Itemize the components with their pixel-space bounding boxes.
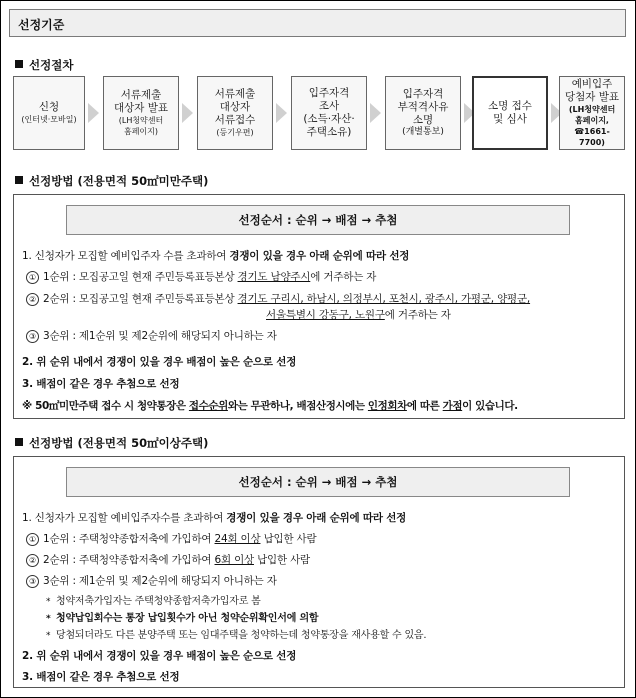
over50-rank3: ③ 3순위 : 제1순위 및 제2순위에 해당되지 아니하는 자 xyxy=(26,573,277,588)
over50-star3: * 당첨되더라도 다른 분양주택 또는 임대주택을 청약하는데 청약통장을 재사용할 수 있음. xyxy=(46,630,427,641)
under50-note: ※ 50㎡미만주택 접수 시 청약통장은 접수순위와는 무관하나, 배점산정시에는 인정회차에 따른 가점이 있습니다. xyxy=(22,400,518,412)
over50-item1: 1. 신청자가 모집할 예비입주자수를 초과하여 경쟁이 있을 경우 아래 순위에 따라 선정 xyxy=(22,512,407,524)
under50-item2: 2. 위 순위 내에서 경쟁이 있을 경우 배점이 높은 순으로 선정 xyxy=(22,356,297,368)
over50-star1: * 청약저축가입자는 주택청약종합저축가입자로 봄 xyxy=(46,596,261,607)
procedure-flow xyxy=(13,76,625,150)
over50-order: 선정순서 : 순위 → 배점 → 추첨 xyxy=(66,467,570,497)
square-bullet-icon xyxy=(15,438,23,446)
arrow-right-icon xyxy=(370,103,381,123)
step-apply: 신청 (인터넷·모바일) xyxy=(13,76,85,150)
under50-rank2: ② 2순위 : 모집공고일 현재 주민등록표등본상 경기도 구리시, 하남시, 의정부시, 포천시, 광주시, 가평군, 양평군, xyxy=(26,291,530,306)
over50-item3: 3. 배점이 같은 경우 추첨으로 선정 xyxy=(22,671,180,683)
arrow-right-icon xyxy=(276,103,287,123)
square-bullet-icon xyxy=(15,60,23,68)
step-doc-receive: 서류제출 대상자 서류접수 (등기우편) xyxy=(197,76,273,150)
under50-rank2-cont: 서울특별시 강동구, 노원구에 거주하는 자 xyxy=(266,309,451,321)
page-title: 선정기준 xyxy=(9,9,626,37)
over50-box xyxy=(13,456,625,688)
step-doc-announce: 서류제출 대상자 발표 (LH청약센터 홈페이지) xyxy=(103,76,179,150)
under50-box xyxy=(13,194,625,419)
arrow-right-icon xyxy=(88,103,99,123)
over50-heading: 선정방법 (전용면적 50㎡이상주택) xyxy=(15,435,208,451)
under50-order: 선정순서 : 순위 → 배점 → 추첨 xyxy=(66,205,570,235)
step-eligibility-check: 입주자격 조사 (소득·자산· 주택소유) xyxy=(291,76,367,150)
under50-rank3: ③ 3순위 : 제1순위 및 제2순위에 해당되지 아니하는 자 xyxy=(26,328,277,343)
square-bullet-icon xyxy=(15,176,23,184)
over50-star2: * 청약납입회수는 통장 납입횟수가 아닌 청약순위확인서에 의함 xyxy=(46,613,319,624)
under50-item1: 1. 신청자가 모집할 예비입주자 수를 초과하여 경쟁이 있을 경우 아래 순위에 따라 선정 xyxy=(22,250,410,262)
under50-item3: 3. 배점이 같은 경우 추첨으로 선정 xyxy=(22,378,180,390)
over50-item2: 2. 위 순위 내에서 경쟁이 있을 경우 배점이 높은 순으로 선정 xyxy=(22,650,297,662)
arrow-right-icon xyxy=(182,103,193,123)
under50-rank1: ① 1순위 : 모집공고일 현재 주민등록표등본상 경기도 남양주시에 거주하는 자 xyxy=(26,269,376,284)
step-winner-announce: 예비입주 당첨자 발표 (LH청약센터 홈페이지, ☎1661-7700) xyxy=(559,76,625,150)
step-review: 소명 접수 및 심사 xyxy=(472,76,548,150)
procedure-heading: 선정절차 xyxy=(15,57,73,73)
over50-rank2: ② 2순위 : 주택청약종합저축에 가입하여 6회 이상 납입한 사람 xyxy=(26,552,310,567)
over50-rank1: ① 1순위 : 주택청약종합저축에 가입하여 24회 이상 납입한 사람 xyxy=(26,531,316,546)
step-ineligibility-explain: 입주자격 부적격사유 소명 (개별통보) xyxy=(385,76,461,150)
under50-heading: 선정방법 (전용면적 50㎡미만주택) xyxy=(15,173,208,189)
